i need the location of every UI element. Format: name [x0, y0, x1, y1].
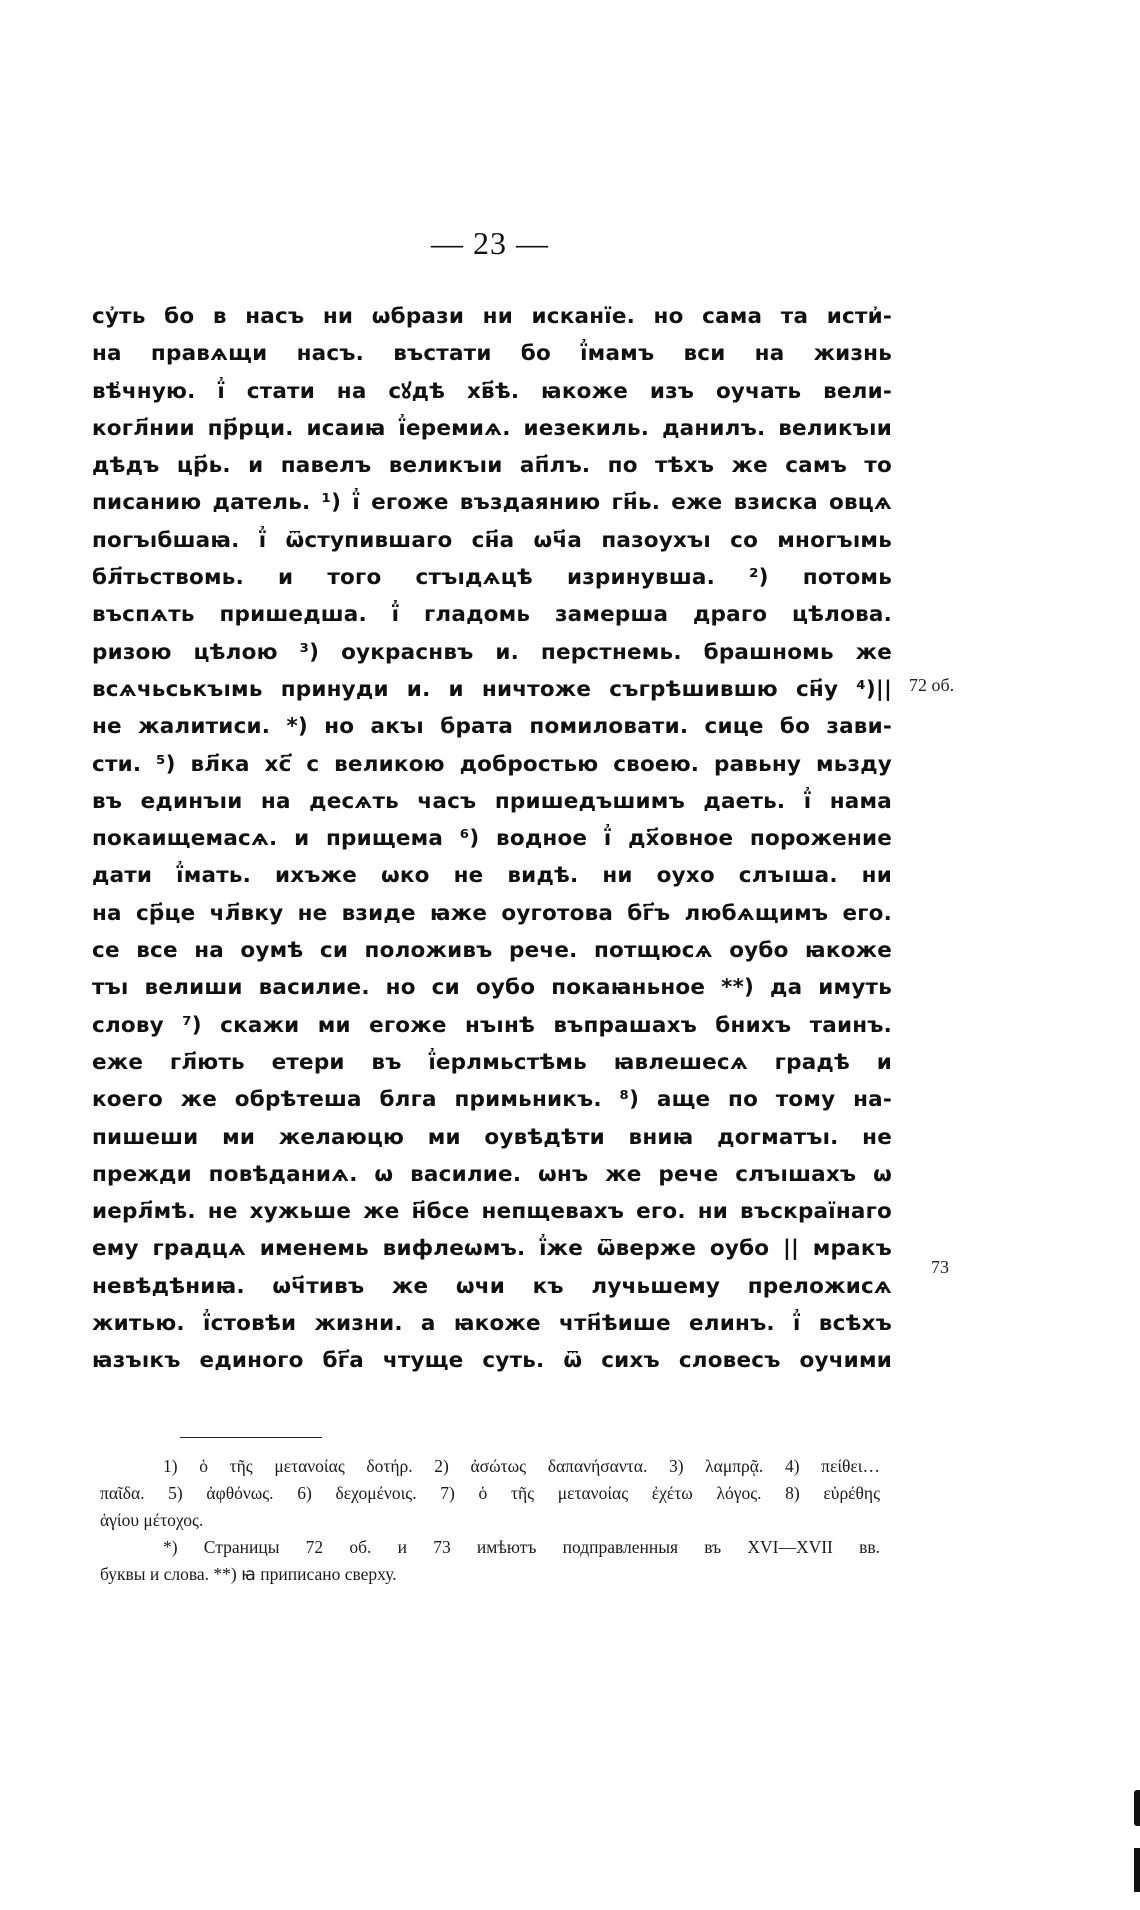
- text-line: пишеши ми желаюцю ми оувѣдѣти вниꙗ догматъı. не: [92, 1124, 892, 1150]
- text-line: дѣдъ цр҃ь. и павелъ великъıи ап҃лъ. по тѣхъ же самъ то: [92, 453, 892, 479]
- text-line: на ср҃це чл҃вку не взиде ꙗже оуготова бг҃ъ любѧщимъ его.: [92, 900, 892, 926]
- text-line: ꙗзъıкъ единого бг҃а чтуще суть. ѿ сихъ словесъ оучими: [92, 1348, 892, 1374]
- text-line: иерл҃мѣ. не хужьше же н҃бсе непщевахъ его. ни въскраїнаго: [92, 1199, 892, 1225]
- text-line: житью. ї҆стовѣи жизни. а ꙗкоже чтн҃ѣише елинъ. ї҆ всѣхъ: [92, 1311, 892, 1337]
- scan-edge-mark: [1134, 1848, 1140, 1892]
- text-line: дати ї҆мать. ихъже ѡко не видѣ. ни оухо слъıша. ни: [92, 863, 892, 889]
- text-line: когл҃нии пр҃рци. исаиꙗ ї҆еремиѧ. иезекиль. данилъ. великъıи: [92, 415, 892, 441]
- footnote-line: *) Страницы 72 об. и 73 имѣютъ подправленныя въ XVI—XVII вв.: [163, 1537, 880, 1557]
- text-line: коего же обрѣтеша блга примьникъ. ⁸) аще по тому на-: [92, 1087, 892, 1113]
- footnote-line: ἁγίου μέτοχος.: [100, 1510, 204, 1530]
- text-line: слову ⁷) скажи ми егоже нъıнѣ въпрашахъ бнихъ таинъ.: [92, 1012, 892, 1038]
- text-line: не жалитиси. *) но акъı брата помиловати. сице бо зави-: [92, 714, 892, 740]
- text-line: прежди повѣданиѧ. ѡ василие. ѡнъ же рече слъıшахъ ѡ: [92, 1161, 892, 1187]
- text-line: ему градцѧ именемь вифлеѡмъ. ї҆же ѿверже оубо || мракъ: [92, 1236, 892, 1262]
- footnote-line: 1) ὁ τῆς μετανοίας δοτήρ. 2) ἀσώτως δαπανήσαντα. 3) λαμπρᾷ. 4) πείθει…: [163, 1456, 880, 1476]
- margin-note-folio-72: 72 об.: [909, 675, 955, 695]
- footnote-line: παῖδα. 5) ἀφθόνως. 6) δεχομένοις. 7) ὁ τῆς μετανοίας ἐχέτω λόγος. 8) εὑρέθης: [100, 1483, 880, 1503]
- text-line: писанию датель. ¹) ї҆ егоже въздаянию гн҃ь. еже взиска овцѧ: [92, 490, 892, 516]
- body-text: [92, 298, 892, 1380]
- text-line: тъı велиши василие. но си оубо покаꙗньное **) да имуть: [92, 975, 892, 1001]
- margin-note-folio-73: 73: [931, 1257, 949, 1277]
- text-line: всѧчьськъıмь принуди и. и ничтоже съгрѣшившю сн҃у ⁴)||: [92, 676, 892, 702]
- text-line: на правѧщи насъ. въстати бо ї҆мамъ вси на жизнь: [92, 341, 892, 367]
- text-line: въ единъıи на десѧть часъ пришедъшимъ даеть. ї҆ нама: [92, 788, 892, 814]
- text-line: въспѧть пришедша. ї҆ гладомь замерша драго цѣлова.: [92, 602, 892, 628]
- text-line: бл҃тьствомь. и того стъıдѧцѣ изринувша. ²) потомь: [92, 565, 892, 591]
- text-line: сти. ⁵) вл҃ка хс҃ с великою добростью своею. равьну мьзду: [92, 751, 892, 777]
- text-line: погъıбшаꙗ. ї҆ ѿступившаго сн҃а ѡч҃а пазоухъı со многъıмь: [92, 527, 892, 553]
- footnotes: [100, 1453, 880, 1588]
- text-line: вѣ҆чную. ї҆ стати на сꙋдѣ хв҃ѣ. ꙗкоже изъ оучать вели-: [92, 378, 892, 404]
- text-line: покаищемасѧ. и прищема ⁶) водное ї҆ дх҃овное порожение: [92, 826, 892, 852]
- text-line: ризою цѣлою ³) оукраснвъ и. перстнемь. брашномь же: [92, 639, 892, 665]
- footnote-line: буквы и слова. **) ꙗ приписано сверху.: [100, 1564, 397, 1584]
- footnote-rule: [180, 1437, 322, 1438]
- text-line: невѣдѣниꙗ. ѡч҃тивъ же ѡчи къ лучьшему преложисѧ: [92, 1273, 892, 1299]
- text-line: еже гл҃ють етери въ ї҆ерлмьстѣмь ꙗвлешесѧ градѣ и: [92, 1049, 892, 1075]
- scan-edge-mark: [1134, 1790, 1140, 1826]
- text-line: су҆ть бо в насъ ни ѡбрази ни исканїе. но сама та исти҆-: [92, 304, 892, 329]
- text-line: се все на оумѣ си положивъ рече. потщюсѧ оубо ꙗкоже: [92, 938, 892, 964]
- page-number: — 23 —: [431, 225, 549, 261]
